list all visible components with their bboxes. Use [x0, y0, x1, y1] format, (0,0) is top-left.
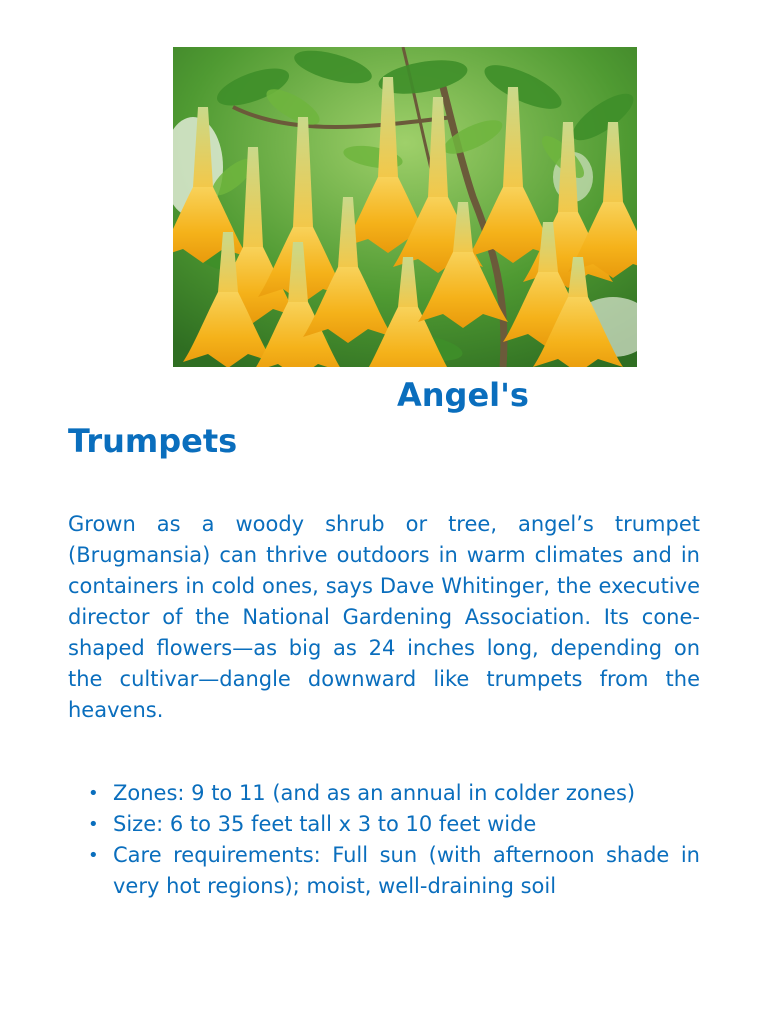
bullet-icon: • — [88, 845, 99, 866]
bullet-icon: • — [88, 783, 99, 804]
angels-trumpet-photo — [173, 47, 637, 367]
list-item — [68, 840, 700, 902]
list-item — [68, 778, 700, 809]
fact-size: Size: 6 to 35 feet tall x 3 to 10 feet wide — [113, 812, 537, 836]
description-paragraph: Grown as a woody shrub or tree, angel’s trumpet (Brugmansia) can thrive outdoors in warm climates and in containers in cold ones, says Dave Whitinger, the executive director of the National Gardening Association. Its cone-shaped flowers—as big as 24 inches long, depending on the cultivar—dangle downward like trumpets from the heavens. — [68, 512, 700, 722]
fact-care-requirements: Care requirements: Full sun (with afternoon shade in very hot regions); moist, well-draining soil — [113, 843, 700, 898]
list-item — [68, 809, 700, 840]
bullet-icon: • — [88, 814, 99, 835]
facts-list — [68, 778, 700, 902]
fact-zones: Zones: 9 to 11 (and as an annual in colder zones) — [113, 781, 636, 805]
page-title: Angel's Trumpets — [68, 376, 529, 460]
